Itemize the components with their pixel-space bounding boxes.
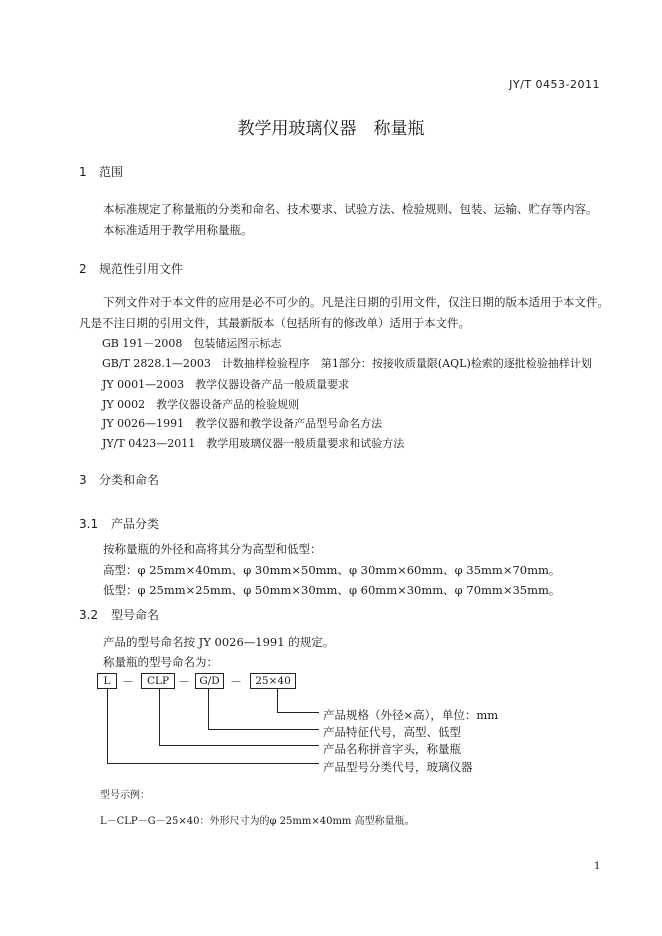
- separator-dash: －: [230, 675, 243, 689]
- reference-item: GB/T 2828.1—2003 计数抽样检验程序 第1部分：按接收质量限(AQL)检索的逐批检验抽样计划: [102, 357, 592, 370]
- reference-item: JY 0002 教学仪器设备产品的检验规则: [102, 398, 300, 411]
- section-title: 范围: [99, 165, 124, 179]
- connector-line: [277, 689, 278, 712]
- section-1-heading: [79, 163, 123, 180]
- naming-line: 产品的型号命名按 JY 0026—1991 的规定。: [103, 635, 335, 649]
- connector-line: [159, 689, 160, 745]
- reference-item: JY/T 0423—2011 教学用玻璃仪器一般质量要求和试验方法: [102, 437, 405, 450]
- example-label: 型号示例：: [100, 790, 150, 801]
- subsection-title: 型号命名: [111, 608, 160, 622]
- reference-item: JY 0026—1991 教学仪器和教学设备产品型号命名方法: [102, 417, 383, 430]
- classification-line: 低型：φ 25mm×25mm、φ 50mm×30mm、φ 60mm×30mm、φ 70mm×35mm。: [103, 583, 561, 597]
- model-box-spec: 25×40: [250, 673, 296, 689]
- classification-line: 按称量瓶的外径和高将其分为高型和低型：: [103, 542, 322, 556]
- page-title: 教学用玻璃仪器 称量瓶: [237, 119, 425, 139]
- connector-line: [208, 729, 319, 730]
- connector-line: [159, 745, 319, 746]
- section-2-heading: [79, 260, 183, 277]
- subsection-3-1-heading: [79, 515, 159, 532]
- reference-item: JY 0001—2003 教学仪器设备产品一般质量要求: [102, 378, 350, 391]
- subsection-3-2-heading: [79, 606, 159, 623]
- connector-line: [208, 689, 209, 729]
- model-box-category: L: [97, 673, 117, 689]
- model-label: 产品特征代号，高型、低型: [323, 725, 461, 739]
- model-label: 产品型号分类代号，玻璃仪器: [323, 760, 473, 774]
- model-example: L－CLP－G－25×40：外形尺寸为的φ 25mm×40mm 高型称量瓶。: [100, 816, 415, 827]
- connector-line: [107, 689, 108, 763]
- model-box-name: CLP: [141, 673, 175, 689]
- model-label: 产品名称拼音字头，称量瓶: [323, 742, 461, 756]
- subsection-number: 3.1: [79, 517, 99, 531]
- section-3-heading: [79, 471, 159, 488]
- subsection-title: 产品分类: [111, 517, 160, 531]
- section-1-paragraph: 本标准规定了称量瓶的分类和命名、技术要求、试验方法、检验规则、包装、运输、贮存等内容。: [103, 202, 598, 216]
- model-label: 产品规格（外径×高），单位：mm: [323, 708, 499, 722]
- section-number: 2: [79, 262, 87, 276]
- separator-dash: －: [178, 675, 191, 689]
- connector-line: [107, 763, 319, 764]
- classification-line: 高型：φ 25mm×40mm、φ 30mm×50mm、φ 30mm×60mm、φ 35mm×70mm。: [103, 563, 561, 577]
- section-title: 规范性引用文件: [99, 262, 184, 276]
- section-number: 1: [79, 165, 87, 179]
- connector-line: [277, 712, 319, 713]
- page-number: 1: [594, 861, 601, 872]
- separator-dash: －: [122, 675, 135, 689]
- model-box-feature: G/D: [195, 673, 224, 689]
- reference-item: GB 191－2008 包装储运图示标志: [102, 337, 282, 350]
- section-title: 分类和命名: [99, 473, 160, 487]
- section-2-intro: 凡是不注日期的引用文件，其最新版本（包括所有的修改单）适用于本文件。: [79, 316, 470, 330]
- subsection-number: 3.2: [79, 608, 99, 622]
- document-code: JY/T 0453-2011: [509, 78, 600, 91]
- section-1-paragraph: 本标准适用于教学用称量瓶。: [103, 223, 253, 237]
- section-number: 3: [79, 473, 87, 487]
- naming-line: 称量瓶的型号命名为：: [103, 655, 218, 669]
- section-2-intro: 下列文件对于本文件的应用是必不可少的。凡是注日期的引用文件，仅注日期的版本适用于本文件。: [103, 295, 609, 309]
